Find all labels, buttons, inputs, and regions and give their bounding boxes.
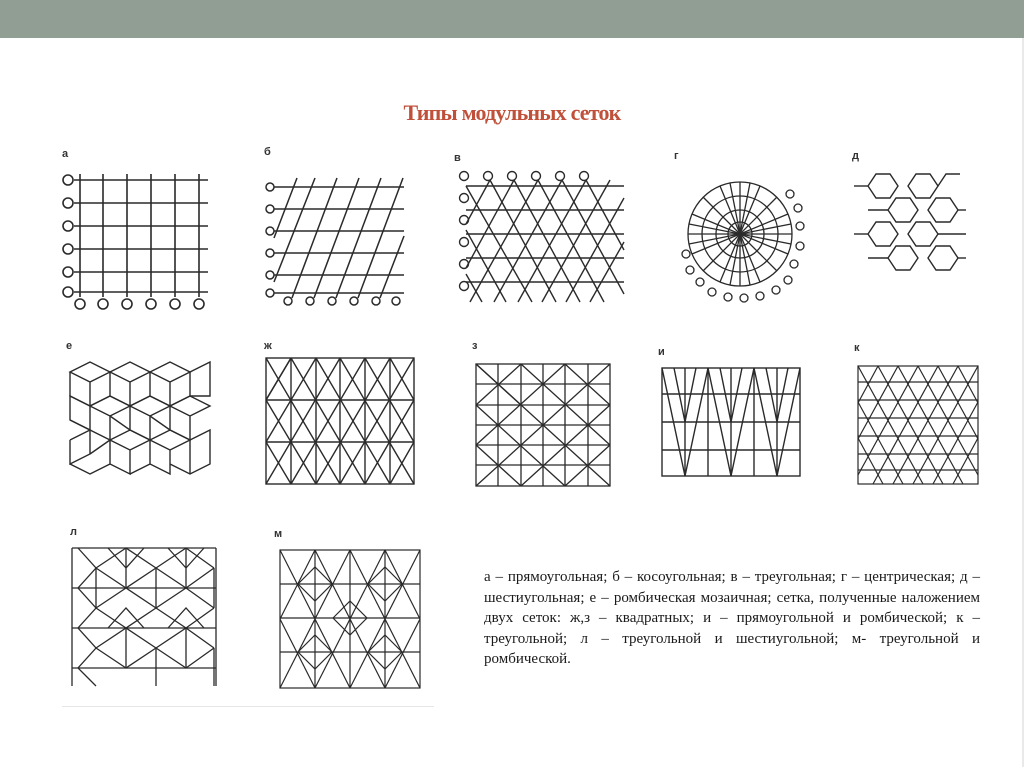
figure-label: а xyxy=(62,148,69,160)
figure-label: б xyxy=(264,146,271,158)
top-bar xyxy=(0,0,1024,38)
figure-label: и xyxy=(658,346,665,358)
figure-a-rectangular xyxy=(60,148,210,314)
grid-drawing xyxy=(470,344,616,490)
figure-label: д xyxy=(852,150,859,162)
figure-k-triangular-overlay xyxy=(852,342,982,490)
grid-drawing xyxy=(64,344,214,488)
figure-zh-square-overlay xyxy=(262,340,418,488)
figure-label: в xyxy=(454,152,461,164)
grid-drawing xyxy=(272,532,424,692)
grid-drawing xyxy=(262,150,408,312)
grid-drawing xyxy=(452,156,628,306)
figure-i-rectangular-rhombic xyxy=(656,346,804,480)
figure-label: л xyxy=(70,526,77,538)
grid-drawing xyxy=(60,152,210,314)
figure-m-triangular-rhombic xyxy=(272,528,424,692)
grid-drawing xyxy=(850,154,968,280)
figure-v-triangular xyxy=(452,152,628,306)
figure-g-central xyxy=(672,150,812,304)
figure-label: ж xyxy=(264,340,272,352)
grid-drawing xyxy=(852,346,982,490)
figure-caption: а – прямоугольная; б – косоугольная; в – треугольная; г – центрическая; д – шестиугольная; е – ромбическая мозаичная; сетка, полученные наложением двух сеток: ж,з – квадратных; и – прямоугольной и ромбической; к – треугольной; л – треугольной и шестиугольной; м- треугольной и ромбической. xyxy=(484,569,980,667)
grid-drawing xyxy=(672,154,812,304)
grid-drawing xyxy=(656,350,804,480)
figure-label: г xyxy=(674,150,679,162)
figure-label: м xyxy=(274,528,283,540)
figure-d-hexagonal xyxy=(850,150,968,280)
grid-drawing xyxy=(68,530,218,690)
figure-label: к xyxy=(854,342,860,354)
figure-label: з xyxy=(472,340,478,352)
slide-title: Типы модульных сеток xyxy=(403,100,621,125)
figure-b-oblique xyxy=(262,146,408,312)
grid-drawing xyxy=(262,344,418,488)
figure-l-triangular-hexagonal xyxy=(68,526,218,690)
figure-label: е xyxy=(66,340,73,352)
figure-divider xyxy=(62,706,434,707)
figure-e-rhombic-mosaic xyxy=(64,340,214,488)
figure-z-square-overlay xyxy=(470,340,616,490)
